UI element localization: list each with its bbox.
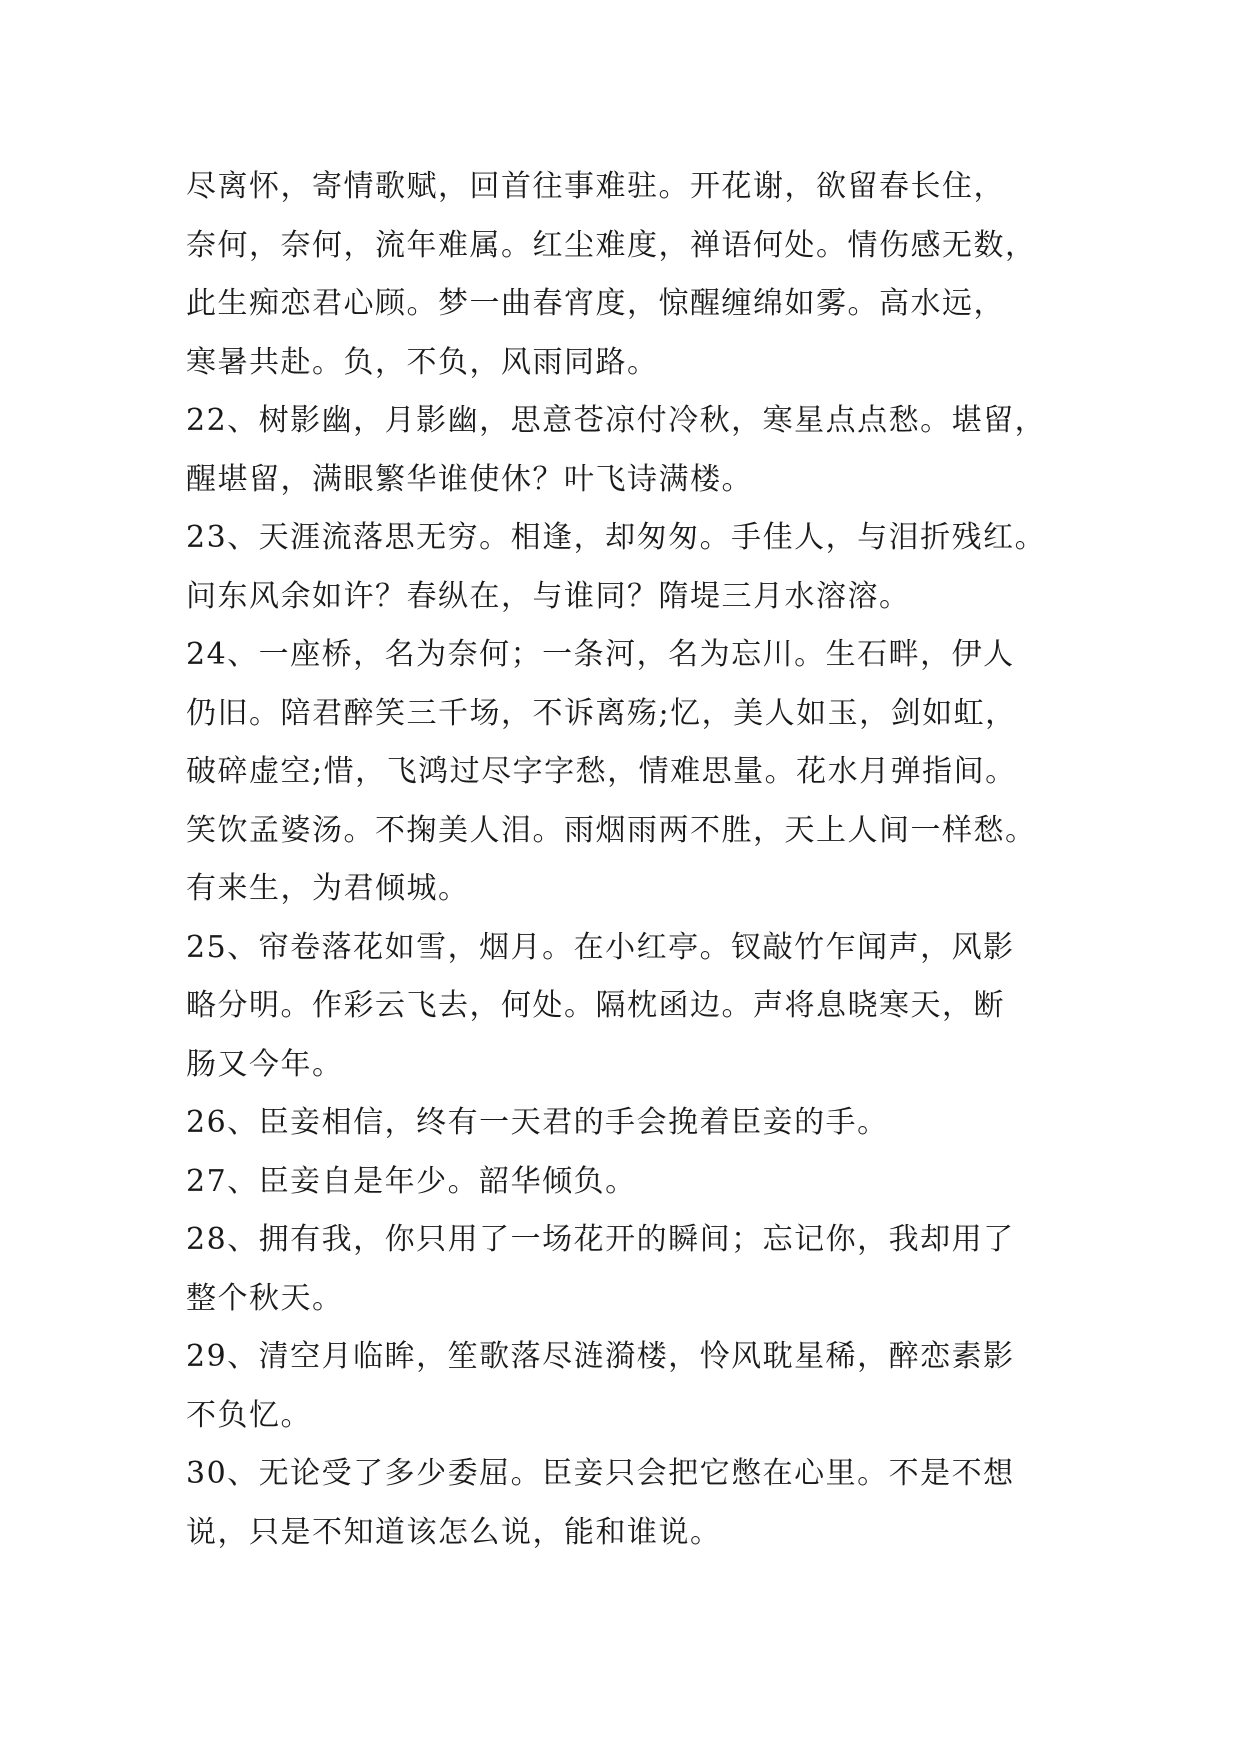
text-line: 27、臣妾自是年少。韶华倾负。 <box>186 1163 637 1199</box>
text-line: 寒暑共赴。负，不负，风雨同路。 <box>186 344 659 380</box>
text-line: 不负忆。 <box>186 1397 312 1433</box>
text-line: 30、无论受了多少委屈。臣妾只会把它憋在心里。不是不想 <box>186 1456 1015 1491</box>
text-line: 此生痴恋君心顾。梦一曲春宵度，惊醒缠绵如雾。高水远， <box>186 286 1005 321</box>
text-line: 22、树影幽，月影幽，思意苍凉付冷秋，寒星点点愁。堪留， <box>186 403 1047 438</box>
text-line: 23、天涯流落思无穷。相逢，却匆匆。手佳人，与泪折残红。 <box>186 520 1047 555</box>
document-body <box>186 158 1066 1562</box>
text-line: 笑饮孟婆汤。不掬美人泪。雨烟雨两不胜，天上人间一样愁。 <box>186 812 1037 848</box>
text-line: 有来生，为君倾城。 <box>186 871 470 906</box>
text-line: 问东风余如许？春纵在，与谁同？隋堤三月水溶溶。 <box>186 578 911 614</box>
text-line: 仍旧。陪君醉笑三千场，不诉离殇;忆，美人如玉，剑如虹， <box>186 695 1017 731</box>
text-line: 29、清空月临眸，笙歌落尽涟漪楼，怜风耽星稀，醉恋素影 <box>186 1339 1015 1374</box>
text-line: 尽离怀，寄情歌赋，回首往事难驻。开花谢，欲留春长住， <box>186 169 1005 204</box>
text-line: 奈何，奈何，流年难属。红尘难度，禅语何处。情伤感无数， <box>186 227 1037 263</box>
text-line: 28、拥有我，你只用了一场花开的瞬间；忘记你，我却用了 <box>186 1222 1015 1257</box>
text-line: 肠又今年。 <box>186 1046 344 1082</box>
text-line: 破碎虚空;惜，飞鸿过尽字字愁，情难思量。花水月弹指间。 <box>186 754 1017 789</box>
text-line: 整个秋天。 <box>186 1280 344 1316</box>
text-line: 25、帘卷落花如雪，烟月。在小红亭。钗敲竹乍闻声，风影 <box>186 929 1015 965</box>
text-line: 26、臣妾相信，终有一天君的手会挽着臣妾的手。 <box>186 1105 889 1140</box>
text-line: 醒堪留，满眼繁华谁使休？叶飞诗满楼。 <box>186 461 753 497</box>
text-line: 说，只是不知道该怎么说，能和谁说。 <box>186 1514 722 1550</box>
text-line: 略分明。作彩云飞去，何处。隔枕函边。声将息晓寒天，断 <box>186 988 1005 1023</box>
text-line: 24、一座桥，名为奈何；一条河，名为忘川。生石畔，伊人 <box>186 637 1015 672</box>
